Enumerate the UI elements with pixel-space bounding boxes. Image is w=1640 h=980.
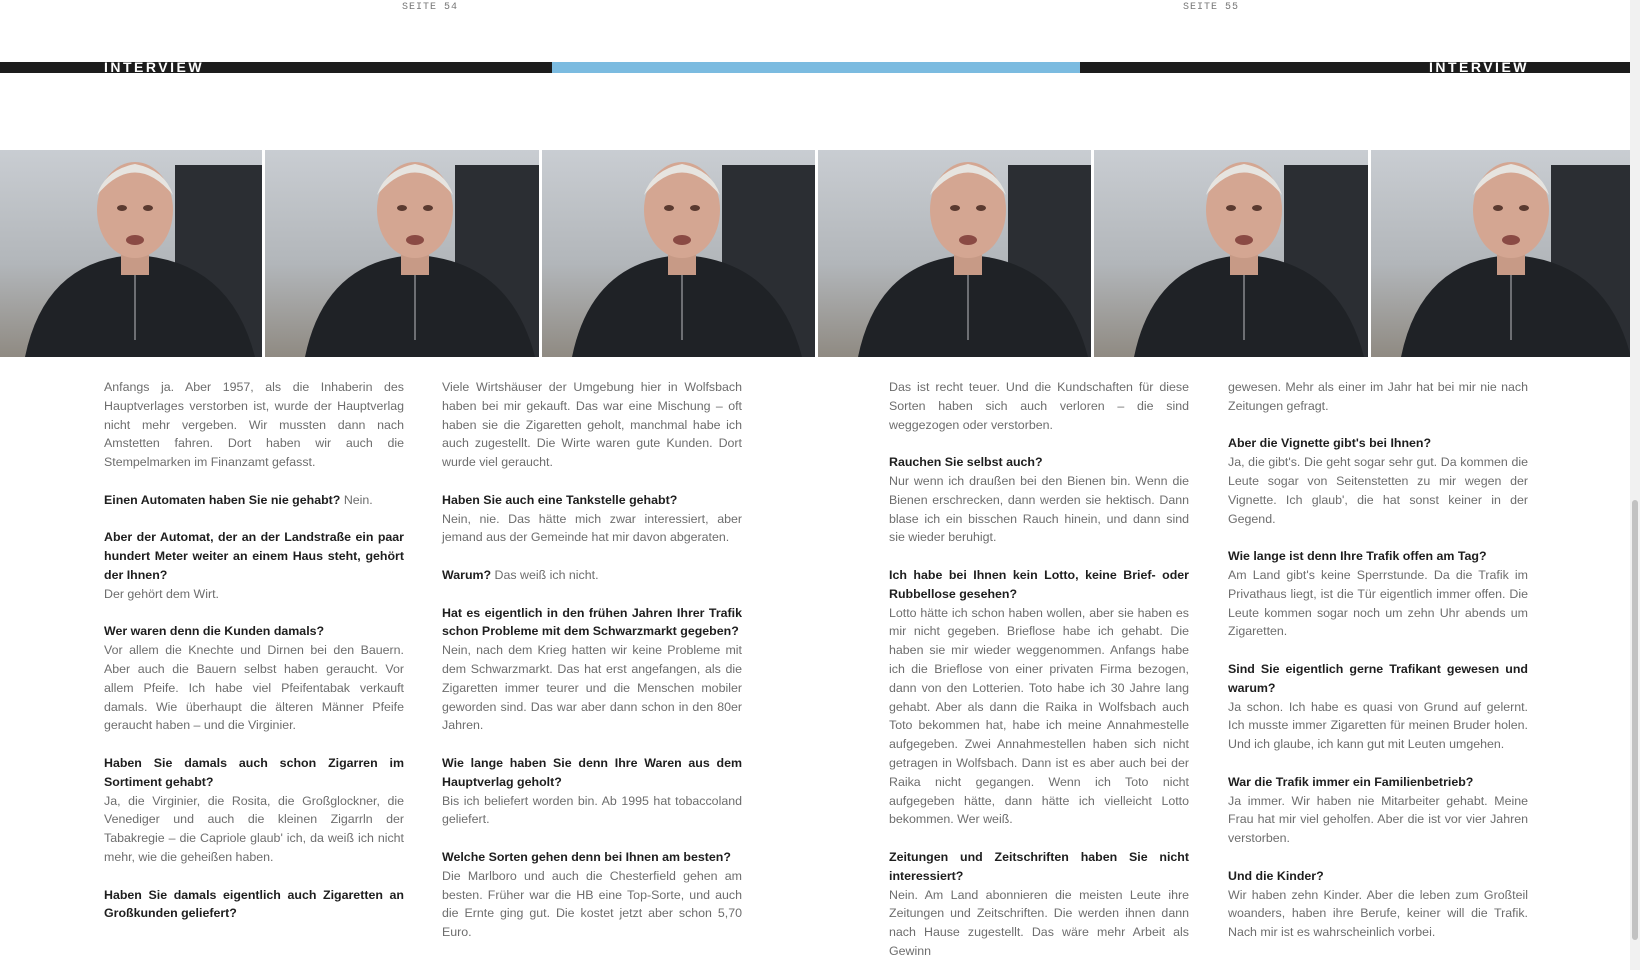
interview-answer: Viele Wirtshäuser der Umgebung hier in Wolfsbach haben bei mir gekauft. Das war eine Mischung – oft haben sie die Zigaretten geholt, manchmal habe ich auch zugestellt. Die Wirte waren gute Kunden. Dort wurde viel geraucht. [442, 380, 742, 470]
interview-answer: Anfangs ja. Aber 1957, als die Inhaberin des Hauptverlages verstorben ist, wurde der Hauptverlag nicht mehr vergeben. Wir mussten dann nach Amstetten fahren. Dort haben wir auch die Stempelmarken im Finanzamt gefasst. [104, 380, 404, 470]
text-column-2 [442, 378, 742, 961]
interview-answer: Vor allem die Knechte und Dirnen bei den Bauern. Aber auch die Bauern selbst haben geraucht. Vor allem Pfeife. Ich habe viel Pfeifentabak verkauft damals. Wie überhaupt die älteren Männer Pfeife geraucht haben – und die Virginier. [104, 643, 404, 733]
text-column-1 [104, 378, 404, 942]
portrait-2 [265, 150, 539, 357]
text-column-3 [889, 378, 1189, 980]
interview-question: Welche Sorten gehen denn bei Ihnen am besten? [442, 849, 731, 864]
interview-question: Haben Sie damals eigentlich auch Zigaretten an Großkunden geliefert? [104, 887, 404, 921]
interview-answer: Nein. Am Land abonnieren die meisten Leute ihre Zeitungen und Zeitschriften. Die werden ihnen dann nach Hause zugestellt. Das wäre mehr Arbeit als Gewinn [889, 887, 1189, 958]
interview-block [1228, 660, 1528, 754]
portrait-3 [542, 150, 815, 357]
interview-question: Rauchen Sie selbst auch? [889, 455, 1043, 470]
interview-answer: Das ist recht teuer. Und die Kundschaften für diese Sorten haben sich auch verloren – die sind weggezogen oder verstorben. [889, 380, 1189, 432]
interview-answer: Nur wenn ich draußen bei den Bienen bin. Wenn die Bienen erschrecken, dann werden sie hektisch. Dann blase ich ein bisschen Rauch hinein, und dann sind sie wieder beruhigt. [889, 473, 1189, 545]
interview-block [1228, 547, 1528, 641]
section-label-left: INTERVIEW [104, 59, 205, 75]
interview-question: War die Trafik immer ein Familienbetrieb? [1228, 774, 1474, 789]
header-rule-left [0, 62, 552, 73]
interview-answer: Ja, die Virginier, die Rosita, die Großglockner, die Venediger und auch die kleinen Zigarrln der Tabakregie – die Capriole glaub' ich, da weiß ich nicht mehr, wie die geheißen haben. [104, 793, 404, 864]
interview-block [104, 491, 404, 510]
interview-question: Warum? [442, 567, 492, 582]
interview-answer: Nein, nie. Das hätte mich zwar interessiert, aber jemand aus der Gemeinde hat mir davon abgeraten. [442, 511, 742, 545]
interview-answer: Lotto hätte ich schon haben wollen, aber sie haben es mir nicht gegeben. Brieflose habe ich gehabt. Die haben sie mir wieder weggenommen. Anfangs habe ich die Brieflose von einer privaten Firma bezogen, dann von den Lotterien. Toto habe ich 30 Jahre lang gehabt. Aber als dann die Raika in Wolfsbach auch Toto bekommen hat, habe ich meine Annahmestelle aufgegeben. Zwei Annahmestellen haben sich nicht getragen in Wolfsbach. Dann ist es aber auch bei der Raika nicht gegangen. Wenn ich Toto nicht aufgegeben hätte, dann hätte ich vielleicht Lotto bekommen. Wer weiß. [889, 605, 1189, 827]
interview-block [104, 622, 404, 735]
header-rule-accent [552, 62, 1080, 73]
interview-block [889, 378, 1189, 434]
interview-question: Aber der Automat, der an der Landstraße ein paar hundert Meter weiter an einem Haus steht, gehört der Ihnen? [104, 530, 404, 582]
interview-answer: Nein, nach dem Krieg hatten wir keine Probleme mit dem Schwarzmarkt. Das hat erst angefangen, als die Zigaretten immer teurer und die Menschen mobiler geworden sind. Das war aber dann schon in den 80er Jahren. [442, 643, 742, 733]
interview-block [104, 886, 404, 924]
interview-question: Hat es eigentlich in den frühen Jahren Ihrer Trafik schon Probleme mit dem Schwarzmarkt gegeben? [442, 605, 742, 639]
interview-block [442, 378, 742, 472]
interview-block [1228, 867, 1528, 942]
section-label-right: INTERVIEW [1428, 59, 1529, 75]
interview-block [104, 528, 404, 603]
interview-block [442, 491, 742, 547]
interview-block [889, 566, 1189, 829]
vertical-scrollbar[interactable] [1630, 0, 1640, 970]
interview-block [442, 604, 742, 736]
interview-block [1228, 773, 1528, 848]
page-number-left: SEITE 54 [402, 2, 459, 13]
interview-answer: Wir haben zehn Kinder. Aber die leben zum Großteil woanders, haben ihre Berufe, keiner will die Trafik. Nach mir ist es wahrscheinlich vorbei. [1228, 887, 1528, 940]
interview-question: Wie lange haben Sie denn Ihre Waren aus dem Hauptverlag geholt? [442, 755, 742, 789]
interview-answer: Ja, die gibt's. Die geht sogar sehr gut. Da kommen die Leute sogar von Seitenstetten zu mir wegen der Vignette. Ich glaub', die hat sonst keiner in der Gegend. [1228, 455, 1528, 526]
interview-answer: Ja schon. Ich habe es quasi von Grund auf gelernt. Ich musste immer Zigaretten für meinen Bruder holen. Und ich glaube, ich kann gut mit Leuten umgehen. [1228, 699, 1528, 752]
interview-question: Ich habe bei Ihnen kein Lotto, keine Brief- oder Rubbellose gesehen? [889, 567, 1189, 601]
interview-answer: Bis ich beliefert worden bin. Ab 1995 hat tobaccoland geliefert. [442, 793, 742, 827]
interview-question: Wer waren denn die Kunden damals? [104, 624, 325, 639]
interview-answer: Der gehört dem Wirt. [104, 586, 219, 601]
header-rule-right [1080, 62, 1630, 73]
interview-question: Zeitungen und Zeitschriften haben Sie nicht interessiert? [889, 849, 1189, 883]
interview-block [104, 754, 404, 867]
interview-question: Sind Sie eigentlich gerne Trafikant gewesen und warum? [1228, 661, 1528, 695]
interview-block [104, 378, 404, 472]
interview-block [889, 453, 1189, 547]
page-number-right: SEITE 55 [1183, 2, 1240, 13]
interview-block [1228, 378, 1528, 416]
interview-block [442, 848, 742, 942]
portrait-6 [1371, 150, 1630, 357]
portrait-1 [0, 150, 262, 357]
interview-answer: Das weiß ich nicht. [491, 567, 599, 582]
interview-block [442, 754, 742, 829]
interview-block [1228, 434, 1528, 528]
interview-question: Aber die Vignette gibt's bei Ihnen? [1228, 436, 1432, 451]
interview-question: Haben Sie auch eine Tankstelle gehabt? [442, 492, 678, 507]
interview-answer: Die Marlboro und auch die Chesterfield gehen am besten. Früher war die HB eine Top-Sorte, und auch die Ernte ging gut. Die kostet jetzt aber schon 5,70 Euro. [442, 868, 742, 940]
interview-question: Einen Automaten haben Sie nie gehabt? [104, 492, 341, 507]
interview-block [889, 848, 1189, 961]
interview-answer: Ja immer. Wir haben nie Mitarbeiter gehabt. Meine Frau hat mir viel geholfen. Aber die ist vor vier Jahren verstorben. [1228, 793, 1528, 846]
text-column-4 [1228, 378, 1528, 961]
portrait-4 [818, 150, 1091, 357]
interview-answer: Nein. [340, 492, 373, 507]
interview-question: Und die Kinder? [1228, 868, 1324, 883]
interview-answer: gewesen. Mehr als einer im Jahr hat bei mir nie nach Zeitungen gefragt. [1228, 380, 1528, 413]
interview-question: Haben Sie damals auch schon Zigarren im Sortiment gehabt? [104, 755, 404, 789]
interview-question: Wie lange ist denn Ihre Trafik offen am Tag? [1228, 549, 1487, 564]
interview-answer: Am Land gibt's keine Sperrstunde. Da die Trafik im Privathaus liegt, ist die Tür eigentlich immer offen. Die Leute kommen sogar noch um zehn Uhr abends um Zigaretten. [1228, 567, 1528, 639]
interview-block [442, 566, 742, 585]
scrollbar-thumb[interactable] [1632, 500, 1638, 940]
portrait-5 [1094, 150, 1368, 357]
